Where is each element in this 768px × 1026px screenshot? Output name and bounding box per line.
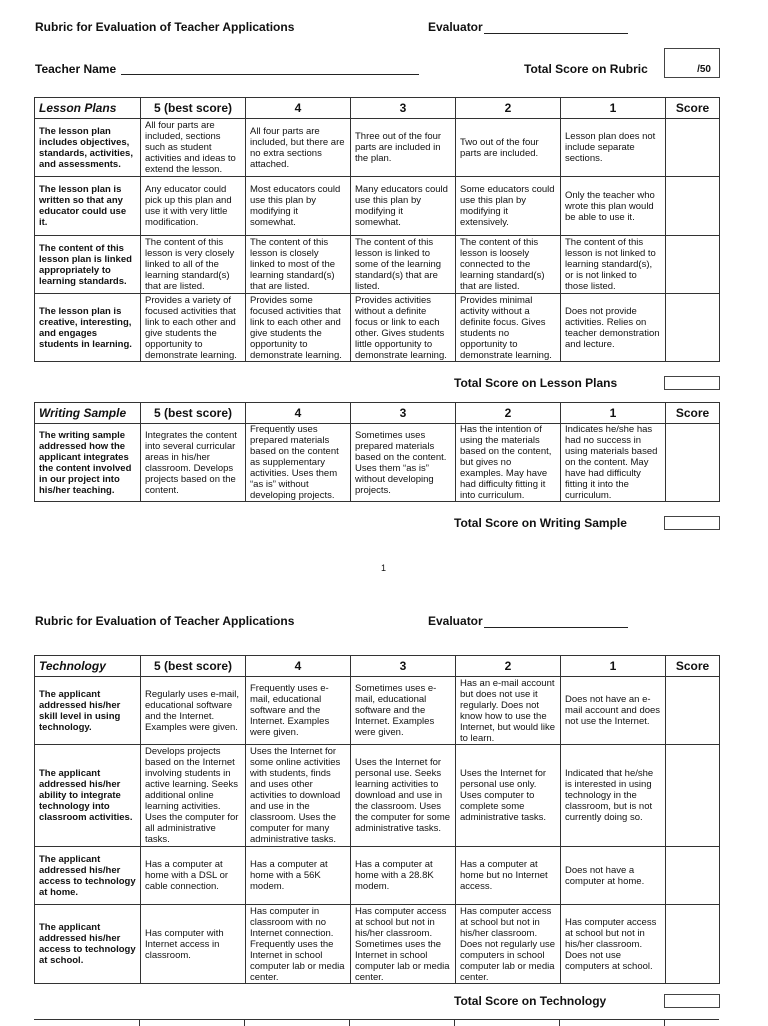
rubric-cell: Frequently uses e-mail, educational software and the Internet. Examples were given. (246, 677, 351, 745)
table-row (35, 677, 720, 745)
column-header: 1 (561, 98, 666, 119)
next-table-edge (34, 1019, 719, 1026)
column-header: 4 (246, 656, 351, 677)
writing-sample-total-label: Total Score on Writing Sample (454, 516, 627, 530)
rubric-cell: Only the teacher who wrote this plan would be able to use it. (561, 177, 666, 236)
rubric-cell: The content of this lesson is very closely linked to all of the learning standard(s) that are listed. (141, 236, 246, 294)
rubric-cell: Has computer access at school but not in his/her classroom. Does not use computers at school. (561, 905, 666, 984)
rubric-cell: The content of this lesson is not linked to learning standard(s), or is not linked to those listed. (561, 236, 666, 294)
lesson-plans-total-box[interactable] (664, 376, 720, 390)
document-title: Rubric for Evaluation of Teacher Applications (35, 20, 295, 34)
rubric-cell: Has a computer at home with a DSL or cable connection. (141, 847, 246, 905)
document-title-page2: Rubric for Evaluation of Teacher Applications (35, 614, 295, 628)
rubric-cell: Has computer access at school but not in his/her classroom. Does not regularly use computers in school computer lab or media center. (456, 905, 561, 984)
rubric-cell: Uses the Internet for some online activities with students, finds and uses other activities to download and use in the classroom. Uses the computer for many administrative tasks. (246, 745, 351, 847)
column-header: 2 (456, 656, 561, 677)
criterion-cell: The lesson plan includes objectives, standards, activities, and assessments. (35, 119, 141, 177)
column-header: 3 (351, 656, 456, 677)
rubric-cell: Indicated that he/she is interested in using technology in the classroom, but is not currently doing so. (561, 745, 666, 847)
technology-total-label: Total Score on Technology (454, 994, 607, 1008)
rubric-cell: Develops projects based on the Internet involving students in active learning. Seeks additional online learning activities. Uses the computer for all administrative tasks. (141, 745, 246, 847)
column-header: 3 (351, 403, 456, 424)
total-score-box[interactable] (664, 48, 720, 78)
rubric-cell: Indicates he/she has had no success in using materials based on the content. May have had difficulty fitting it into the curriculum. (561, 424, 666, 502)
rubric-cell: Three out of the four parts are included in the plan. (351, 119, 456, 177)
evaluator-field-page2[interactable] (484, 615, 628, 628)
rubric-cell: Provides activities without a definite focus or link to each other. Gives students little opportunity to demonstrate learning. (351, 294, 456, 362)
rubric-cell: The content of this lesson is loosely connected to the learning standard(s) that are listed. (456, 236, 561, 294)
table-row (35, 905, 720, 984)
evaluator-field[interactable] (484, 21, 628, 34)
column-header: 4 (246, 403, 351, 424)
rubric-cell: The content of this lesson is linked to some of the learning standard(s) that are listed. (351, 236, 456, 294)
rubric-cell: Integrates the content into several curricular areas in his/her classroom. Develops projects based on the content. (141, 424, 246, 502)
criterion-cell: The writing sample addressed how the applicant integrates the content involved in our project into his/her teaching. (35, 424, 141, 502)
rubric-cell: Some educators could use this plan by modifying it extensively. (456, 177, 561, 236)
criterion-cell: The content of this lesson plan is linked appropriately to learning standards. (35, 236, 141, 294)
column-header: 3 (351, 98, 456, 119)
writing-sample-table (34, 402, 720, 502)
rubric-cell: Provides some focused activities that link to each other and give students the opportunity to demonstrate learning. (246, 294, 351, 362)
rubric-cell: Lesson plan does not include separate sections. (561, 119, 666, 177)
column-header: 5 (best score) (141, 98, 246, 119)
teacher-name-field[interactable] (121, 62, 419, 75)
technology-table (34, 655, 720, 984)
teacher-name-label: Teacher Name (35, 62, 117, 76)
table-row (35, 847, 720, 905)
evaluator-label-page2: Evaluator (428, 614, 483, 628)
column-header: 2 (456, 98, 561, 119)
rubric-cell: Uses the Internet for personal use. Seeks learning activities to download and use in the classroom. Uses the computer for some administrative tasks. (351, 745, 456, 847)
score-cell[interactable] (666, 905, 720, 984)
total-score-label: Total Score on Rubric (524, 62, 648, 76)
rubric-cell: Provides minimal activity without a definite focus. Gives students no opportunity to demonstrate learning. (456, 294, 561, 362)
table-row (35, 177, 720, 236)
column-header: 4 (246, 98, 351, 119)
rubric-cell: Has the intention of using the materials based on the content, but gives no examples. May have had difficulty fitting it into curriculum. (456, 424, 561, 502)
score-cell[interactable] (666, 294, 720, 362)
rubric-cell: Has computer access at school but not in his/her classroom. Sometimes uses the Internet in school computer lab or media center. (351, 905, 456, 984)
rubric-cell: All four parts are included, but there are no extra sections attached. (246, 119, 351, 177)
column-header: 2 (456, 403, 561, 424)
rubric-cell: Has computer with Internet access in classroom. (141, 905, 246, 984)
criterion-cell: The lesson plan is written so that any educator could use it. (35, 177, 141, 236)
total-score-max: /50 (697, 64, 711, 75)
rubric-cell: Two out of the four parts are included. (456, 119, 561, 177)
rubric-cell: Has computer in classroom with no Internet connection. Frequently uses the Internet in school computer lab or media center. (246, 905, 351, 984)
column-header: Score (666, 656, 720, 677)
rubric-cell: All four parts are included, sections such as student activities and ideas to extend the lesson. (141, 119, 246, 177)
rubric-cell: Does not provide activities. Relies on teacher demonstration and lecture. (561, 294, 666, 362)
score-cell[interactable] (666, 119, 720, 177)
column-header: 5 (best score) (141, 656, 246, 677)
rubric-cell: Has a computer at home with a 56K modem. (246, 847, 351, 905)
rubric-cell: Sometimes uses e-mail, educational software and the Internet. Examples were given. (351, 677, 456, 745)
rubric-cell: Frequently uses prepared materials based on the content as supplementary activities. Uses them “as is” without developing projects. (246, 424, 351, 502)
criterion-cell: The applicant addressed his/her access to technology at school. (35, 905, 141, 984)
table-row (35, 424, 720, 502)
rubric-cell: Many educators could use this plan by modifying it somewhat. (351, 177, 456, 236)
column-header: 1 (561, 656, 666, 677)
criterion-cell: The lesson plan is creative, interesting, and engages students in learning. (35, 294, 141, 362)
rubric-cell: Any educator could pick up this plan and use it with very little modification. (141, 177, 246, 236)
table-row (35, 294, 720, 362)
rubric-cell: Regularly uses e-mail, educational software and the Internet. Examples were given. (141, 677, 246, 745)
score-cell[interactable] (666, 177, 720, 236)
rubric-cell: Provides a variety of focused activities that link to each other and give students the opportunity to demonstrate learning. (141, 294, 246, 362)
rubric-cell: Has a computer at home but no Internet access. (456, 847, 561, 905)
technology-total-box[interactable] (664, 994, 720, 1008)
score-cell[interactable] (666, 847, 720, 905)
rubric-cell: Does not have a computer at home. (561, 847, 666, 905)
column-header: Score (666, 403, 720, 424)
rubric-cell: Has a computer at home with a 28.8K modem. (351, 847, 456, 905)
score-cell[interactable] (666, 745, 720, 847)
rubric-cell: The content of this lesson is closely linked to most of the learning standard(s) that are listed. (246, 236, 351, 294)
column-header: 5 (best score) (141, 403, 246, 424)
page-number: 1 (381, 563, 387, 573)
rubric-cell: Sometimes uses prepared materials based on the content. Uses them “as is” without developing projects. (351, 424, 456, 502)
table-row (35, 236, 720, 294)
writing-sample-total-box[interactable] (664, 516, 720, 530)
score-cell[interactable] (666, 424, 720, 502)
column-header: 1 (561, 403, 666, 424)
criterion-cell: The applicant addressed his/her ability to integrate technology into classroom activities. (35, 745, 141, 847)
lesson-plans-total-label: Total Score on Lesson Plans (454, 376, 618, 390)
lesson-plans-table (34, 97, 720, 362)
criterion-cell: The applicant addressed his/her access to technology at home. (35, 847, 141, 905)
score-cell[interactable] (666, 236, 720, 294)
score-cell[interactable] (666, 677, 720, 745)
rubric-cell: Does not have an e-mail account and does not use the Internet. (561, 677, 666, 745)
technology-heading: Technology (35, 656, 141, 677)
rubric-cell: Most educators could use this plan by modifying it somewhat. (246, 177, 351, 236)
table-row (35, 119, 720, 177)
writing-sample-heading: Writing Sample (35, 403, 141, 424)
column-header: Score (666, 98, 720, 119)
evaluator-label: Evaluator (428, 20, 483, 34)
criterion-cell: The applicant addressed his/her skill level in using technology. (35, 677, 141, 745)
lesson-plans-heading: Lesson Plans (35, 98, 141, 119)
rubric-cell: Has an e-mail account but does not use it regularly. Does not know how to use the Internet, but would like to learn. (456, 677, 561, 745)
rubric-cell: Uses the Internet for personal use only. Uses computer to complete some administrative tasks. (456, 745, 561, 847)
table-row (35, 745, 720, 847)
